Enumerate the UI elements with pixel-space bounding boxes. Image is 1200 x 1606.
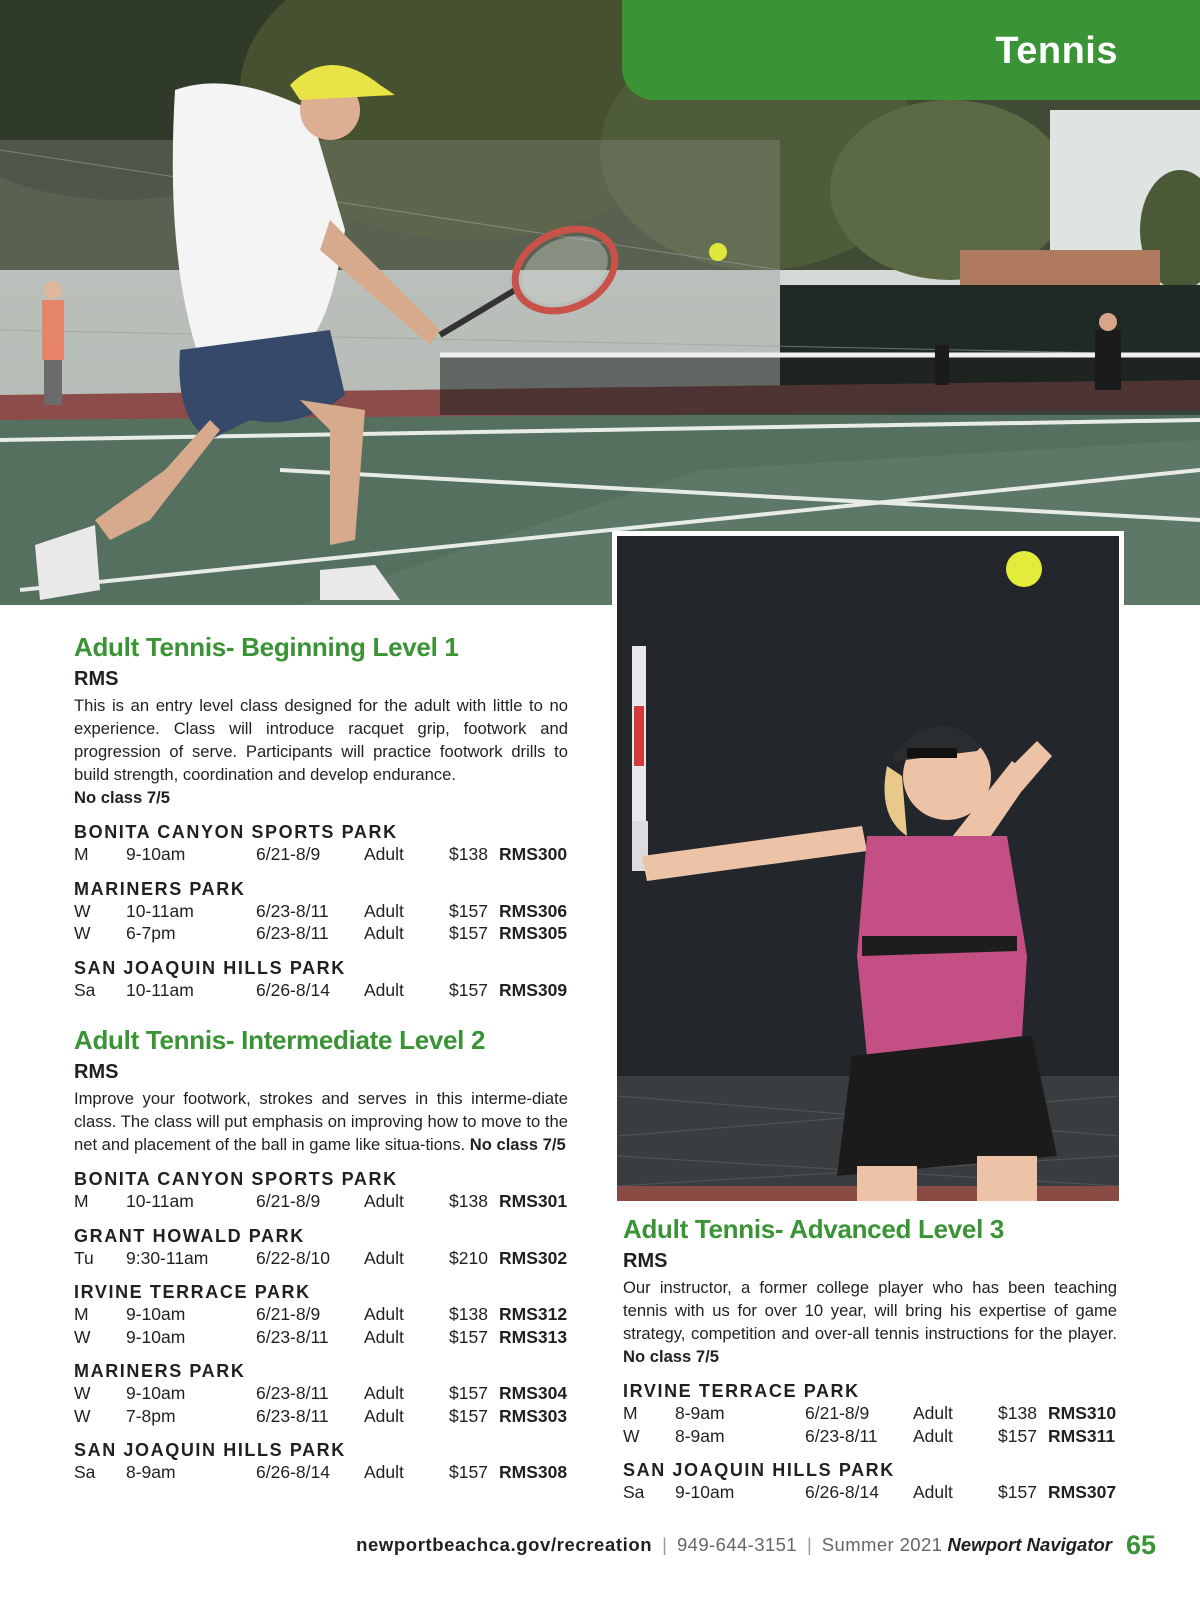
class-intermediate [74,1023,568,1484]
session-row: M 9-10am 6/21-8/9 Adult $138 RMS300 [74,844,568,864]
section-title: Tennis [995,30,1118,72]
woman-serving-photo [617,536,1119,1201]
footer-magazine: Newport Navigator [947,1534,1112,1555]
footer-separator: | [662,1534,667,1555]
session-row: Sa 10-11am 6/26-8/14 Adult $157 RMS309 [74,979,568,1000]
location-name: IRVINE TERRACE PARK [74,1282,311,1302]
location-name: SAN JOAQUIN HILLS PARK [74,957,346,978]
location-name: SAN JOAQUIN HILLS PARK [74,1440,346,1460]
location-name: MARINERS PARK [74,878,246,899]
location-name: BONITA CANYON SPORTS PARK [74,822,398,842]
class-title: Adult Tennis- Intermediate Level 2 [74,1025,486,1055]
class-note: No class 7/5 [623,1347,719,1366]
class-description: Improve your footwork, strokes and serves in this interme-diate class. The class will put emphasis on improving how to move to the net and placement of the ball in game like situa-tions. No class 7/5 [74,1089,568,1154]
location-name: IRVINE TERRACE PARK [623,1381,860,1401]
session-row: M 9-10am 6/21-8/9 Adult $138 RMS312 [74,1304,568,1324]
class-beginning [74,630,568,1001]
class-description: Our instructor, a former college player who has been teaching tennis with us for over 10 year, will bring his expertise of game strategy, competition and over-all tennis instructions for the player. No class 7/5 [623,1278,1117,1366]
page-number: 65 [1125,1530,1156,1560]
class-description: This is an entry level class designed for the adult with little to no experience. Class will introduce racquet grip, footwork and progression of serve. Participants will practice footwork drills to build strength, coordination and develop endurance. No class 7/5 [74,696,568,807]
session-row: M 8-9am 6/21-8/9 Adult $138 RMS310 [623,1403,1117,1423]
class-title: Adult Tennis- Advanced Level 3 [623,1214,1005,1244]
class-code: RMS [74,668,119,690]
section-tab [622,0,1200,100]
location-name: GRANT HOWALD PARK [74,1225,305,1246]
session-row: W 9-10am 6/23-8/11 Adult $157 RMS313 [74,1326,568,1347]
location-name: MARINERS PARK [74,1361,246,1381]
class-title: Adult Tennis- Beginning Level 1 [74,632,459,662]
class-note: No class 7/5 [469,1135,566,1154]
session-row: Sa 9-10am 6/26-8/14 Adult $157 RMS307 [623,1482,1117,1502]
footer-url[interactable]: newportbeachca.gov/recreation [356,1534,653,1555]
footer-phone: 949-644-3151 [676,1534,797,1555]
session-row: W 6-7pm 6/23-8/11 Adult $157 RMS305 [74,923,568,943]
class-code: RMS [74,1061,119,1083]
class-note: No class 7/5 [74,788,170,807]
class-code: RMS [623,1250,668,1272]
session-row: Tu 9:30-11am 6/22-8/10 Adult $210 RMS302 [74,1247,568,1268]
session-row: Sa 8-9am 6/26-8/14 Adult $157 RMS308 [74,1462,568,1482]
session-row: W 8-9am 6/23-8/11 Adult $157 RMS311 [623,1425,1116,1446]
session-row: W 10-11am 6/23-8/11 Adult $157 RMS306 [74,900,568,921]
session-row: W 9-10am 6/23-8/11 Adult $157 RMS304 [74,1383,568,1403]
session-row: W 7-8pm 6/23-8/11 Adult $157 RMS303 [74,1405,568,1426]
footer [356,1534,1112,1556]
location-name: SAN JOAQUIN HILLS PARK [623,1460,895,1480]
footer-season: Summer 2021 [821,1534,943,1555]
left-column [74,630,568,1506]
session-row: M 10-11am 6/21-8/9 Adult $138 RMS301 [74,1191,568,1211]
right-column [623,1212,1117,1526]
footer-separator: | [806,1534,812,1555]
location-name: BONITA CANYON SPORTS PARK [74,1169,398,1189]
class-advanced [623,1212,1117,1504]
